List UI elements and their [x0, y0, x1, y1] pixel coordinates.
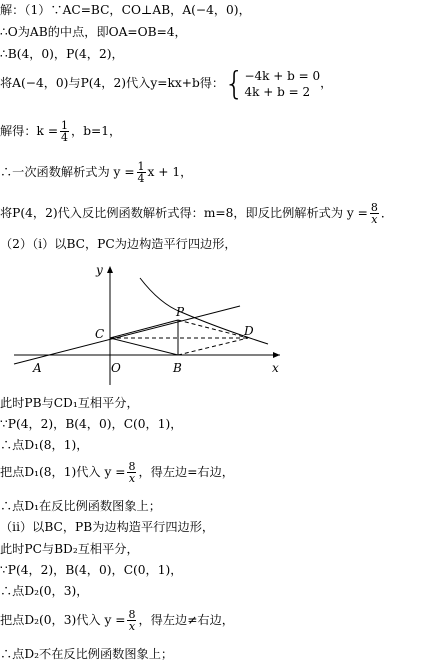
case1-numerator: 8	[128, 460, 136, 473]
linear-fraction	[137, 161, 146, 184]
label-p: P	[176, 305, 185, 319]
label-y: y	[96, 263, 103, 277]
geometry-figure	[0, 260, 435, 390]
label-x: x	[272, 361, 279, 375]
case1-check-end: ，得左边=右边，	[138, 465, 234, 479]
case1-conclusion: ∴点D₁在反比例函数图象上；	[0, 499, 161, 513]
inverse-end: ．	[380, 206, 394, 220]
linear-end: x + 1，	[147, 165, 193, 179]
linear-numerator: 1	[137, 160, 145, 173]
case2-heading: （ii）以BC，PB为边构造平行四边形，	[0, 520, 215, 534]
solve-line	[0, 116, 121, 146]
label-d: D	[244, 324, 254, 338]
case2-check-text: 把点D₂(0，3)代入 y =	[0, 613, 126, 627]
substitution-end: ，	[320, 76, 333, 90]
case2-check-end: ，得左边≠右边，	[138, 613, 234, 627]
linear-text: ∴一次函数解析式为 y =	[0, 165, 135, 179]
solve-end: ，b=1，	[71, 124, 122, 138]
label-o: O	[111, 361, 121, 375]
k-numerator: 1	[61, 119, 69, 132]
case2-fraction	[127, 609, 136, 632]
case2-line-2: ∵P(4，2)，B(4，0)，C(0，1)，	[0, 563, 183, 577]
label-a: A	[33, 361, 42, 375]
inverse-text: 将P(4，2)代入反比例函数解析式得：m=8，即反比例解析式为 y =	[0, 206, 368, 220]
solve-text: 解得：k =	[0, 124, 59, 138]
inverse-denominator: x	[371, 213, 378, 226]
linear-function-line	[0, 157, 192, 187]
equation-system	[244, 68, 320, 100]
case1-denominator: x	[128, 472, 136, 485]
k-denominator: 4	[61, 131, 69, 144]
case2-line-3: ∴点D₂(0，3)，	[0, 584, 89, 598]
part2-heading: （2）（i）以BC，PC为边构造平行四边形，	[0, 237, 237, 251]
solution-line-1: 解：（1）∵AC=BC，CO⊥AB，A(−4，0)，	[0, 3, 251, 17]
segment-cb	[110, 338, 178, 355]
k-fraction	[60, 120, 69, 143]
linear-denominator: 4	[137, 172, 145, 185]
label-b: B	[173, 361, 182, 375]
label-c: C	[95, 327, 105, 341]
dashed-pd	[178, 320, 248, 338]
solution-line-2: ∴O为AB的中点，即OA=OB=4，	[0, 25, 187, 39]
equation-1: −4k + b = 0	[244, 68, 321, 83]
case2-check-line	[0, 605, 234, 635]
inverse-fraction	[370, 202, 379, 225]
substitution-text: 将A(−4，0)与P(4，2)代入y=kx+b得：	[0, 76, 225, 90]
dashed-bd	[178, 338, 248, 355]
segment-cp	[110, 320, 178, 338]
case1-line-1: 此时PB与CD₁互相平分，	[0, 396, 139, 410]
x-axis-arrow	[273, 352, 280, 358]
equation-brace: {	[224, 64, 245, 103]
case2-numerator: 8	[128, 608, 136, 621]
case1-fraction	[127, 461, 136, 484]
case1-check-text: 把点D₁(8，1)代入 y =	[0, 465, 126, 479]
solution-line-3: ∴B(4，0)，P(4，2)，	[0, 47, 124, 61]
case2-line-1: 此时PC与BD₂互相平分，	[0, 542, 139, 556]
case1-line-3: ∴点D₁(8，1)，	[0, 438, 89, 452]
inverse-numerator: 8	[370, 201, 378, 214]
equation-2: 4k + b = 2	[244, 84, 311, 99]
y-axis-arrow	[107, 266, 113, 273]
case1-check-line	[0, 457, 234, 487]
case2-conclusion: ∴点D₂不在反比例函数图象上；	[0, 647, 174, 661]
substitution-line	[0, 64, 333, 103]
case2-denominator: x	[128, 620, 136, 633]
inverse-function-line	[0, 198, 393, 228]
case1-line-2: ∵P(4，2)，B(4，0)，C(0，1)，	[0, 417, 183, 431]
